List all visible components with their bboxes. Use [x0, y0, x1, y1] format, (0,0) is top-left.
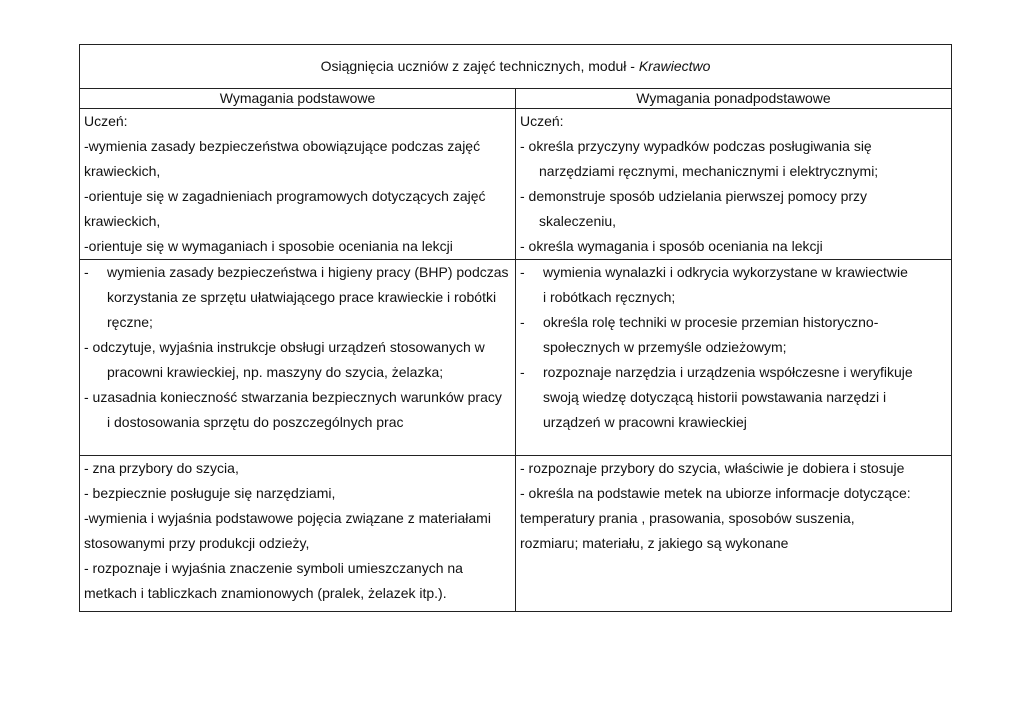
row3-advanced-line: rozmiaru; materiału, z jakiego są wykonane [520, 535, 789, 551]
row3-basic-line: - rozpoznaje i wyjaśnia znaczenie symboli umieszczanych na [84, 560, 463, 576]
row3-advanced-line: - określa na podstawie metek na ubiorze informacje dotyczące: [520, 485, 911, 501]
row3-basic-line: -wymienia i wyjaśnia podstawowe pojęcia związane z materiałami [84, 510, 491, 526]
row2-basic-line: - uzasadnia konieczność stwarzania bezpiecznych warunków pracy [84, 389, 502, 405]
table-title [80, 45, 952, 89]
row3-advanced-line: - rozpoznaje przybory do szycia, właściwie je dobiera i stosuje [520, 460, 905, 476]
row3-basic-cell [80, 456, 516, 612]
row1-basic-line: -orientuje się w zagadnieniach programowych dotyczących zajęć [84, 188, 486, 204]
row2-basic-line: i dostosowania sprzętu do poszczególnych prac [107, 414, 404, 430]
row1-advanced-line: Uczeń: [520, 113, 564, 129]
row2-advanced-line: urządzeń w pracowni krawieckiej [543, 414, 747, 430]
row1-advanced-line: - demonstruje sposób udzielania pierwszej pomocy przy [520, 188, 868, 204]
row1-advanced-line: narzędziami ręcznymi, mechanicznymi i elektrycznymi; [539, 163, 879, 179]
title-prefix: Osiągnięcia uczniów z zajęć technicznych, moduł - [320, 58, 639, 74]
row2-advanced-line: społecznych w przemyśle odzieżowym; [543, 339, 787, 355]
row2-advanced-line: - rozpoznaje narzędzia i urządzenia współczesne i weryfikuje [520, 360, 947, 385]
row1-basic-line: -wymienia zasady bezpieczeństwa obowiązujące podczas zajęć [84, 138, 481, 154]
row3-basic-line: stosowanymi przy produkcji odzieży, [84, 535, 310, 551]
row1-basic-line: Uczeń: [84, 113, 128, 129]
row2-advanced-line: i robótkach ręcznych; [543, 289, 676, 305]
bullet-dash: - [520, 264, 525, 280]
row1-basic-cell [80, 109, 516, 260]
row1-basic-line: krawieckich, [84, 213, 161, 229]
header-basic: Wymagania podstawowe [80, 89, 516, 109]
row1-basic-line: -orientuje się w wymaganiach i sposobie oceniania na lekcji [84, 238, 453, 254]
title-module: Krawiectwo [638, 58, 711, 74]
row2-advanced-cell [516, 260, 952, 456]
row2-advanced-line: - wymienia wynalazki i odkrycia wykorzystane w krawiectwie [520, 260, 947, 285]
row3-basic-line: - bezpiecznie posługuje się narzędziami, [84, 485, 336, 501]
row1-basic-line: krawieckich, [84, 163, 161, 179]
row2-basic-line: ręczne; [107, 314, 153, 330]
row1-advanced-line: skaleczeniu, [539, 213, 617, 229]
row1-advanced-cell [516, 109, 952, 260]
row3-basic-line: metkach i tabliczkach znamionowych (pralek, żelazek itp.). [84, 585, 447, 601]
row2-basic-cell [80, 260, 516, 456]
row1-advanced-line: - określa przyczyny wypadków podczas posługiwania się [520, 138, 872, 154]
row3-basic-line: - zna przybory do szycia, [84, 460, 239, 476]
row2-advanced-line: - określa rolę techniki w procesie przemian historyczno- [520, 310, 947, 335]
header-advanced: Wymagania ponadpodstawowe [516, 89, 952, 109]
requirements-table [79, 44, 952, 612]
row3-advanced-cell [516, 456, 952, 612]
bullet-dash: - [84, 264, 89, 280]
row2-basic-line: - wymienia zasady bezpieczeństwa i higieny pracy (BHP) podczas [84, 260, 511, 285]
row3-advanced-line: temperatury prania , prasowania, sposobów suszenia, [520, 510, 855, 526]
bullet-dash: - [520, 314, 525, 330]
row2-basic-line: pracowni krawieckiej, np. maszyny do szycia, żelazka; [107, 364, 444, 380]
row1-advanced-line: - określa wymagania i sposób oceniania na lekcji [520, 238, 823, 254]
bullet-dash: - [520, 364, 525, 380]
row2-basic-line: korzystania ze sprzętu ułatwiającego prace krawieckie i robótki [107, 289, 497, 305]
row2-basic-line: - odczytuje, wyjaśnia instrukcje obsługi urządzeń stosowanych w [84, 339, 485, 355]
row2-advanced-line: swoją wiedzę dotyczącą historii powstawania narzędzi i [543, 389, 887, 405]
